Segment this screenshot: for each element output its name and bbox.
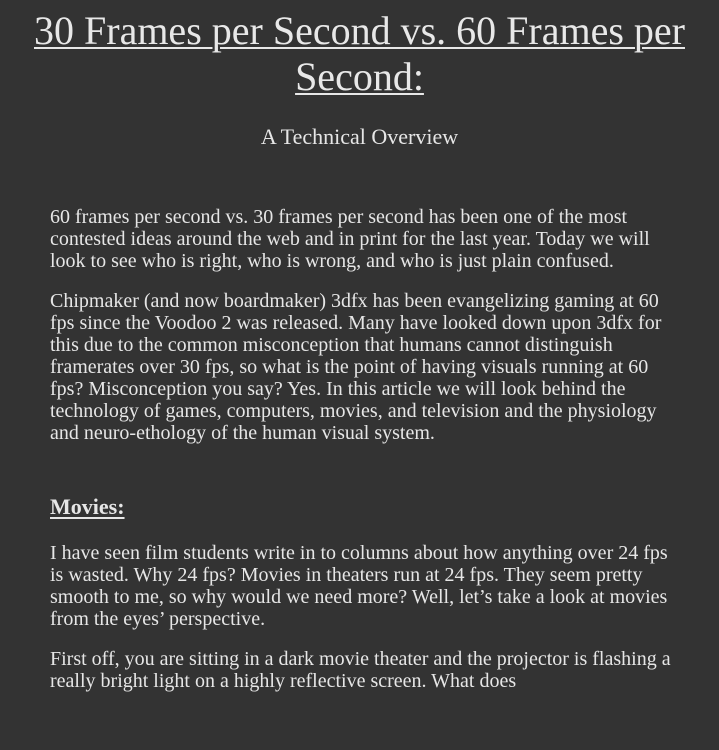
section-heading-movies: Movies: xyxy=(50,494,125,519)
movies-paragraph-1: I have seen film students write in to columns about how anything over 24 fps is wasted. Why 24 fps? Movies in theaters run at 24 fps. They seem pretty smooth to me, so why would we need more? Well, let’s take a look at movies from the eyes’ perspective. xyxy=(50,542,668,630)
article-body xyxy=(50,206,680,692)
movies-paragraph-2: First off, you are sitting in a dark movie theater and the projector is flashing a really bright light on a highly reflective screen. What does xyxy=(50,648,671,692)
article-subtitle: A Technical Overview xyxy=(260,124,459,149)
article-title: 30 Frames per Second vs. 60 Frames per Second: xyxy=(34,8,685,99)
intro-paragraph-1: 60 frames per second vs. 30 frames per second has been one of the most contested ideas around the web and in print for the last year. Today we will look to see who is right, who is wrong, and who is just plain confused. xyxy=(50,206,650,272)
intro-paragraph-2: Chipmaker (and now boardmaker) 3dfx has been evangelizing gaming at 60 fps since the Voodoo 2 was released. Many have looked down upon 3dfx for this due to the common misconception that humans cannot distinguish framerates over 30 fps, so what is the point of having visuals running at 60 fps? Misconception you say? Yes. In this article we will look behind the technology of games, computers, movies, and television and the physiology and neuro-ethology of the human visual system. xyxy=(50,290,662,444)
